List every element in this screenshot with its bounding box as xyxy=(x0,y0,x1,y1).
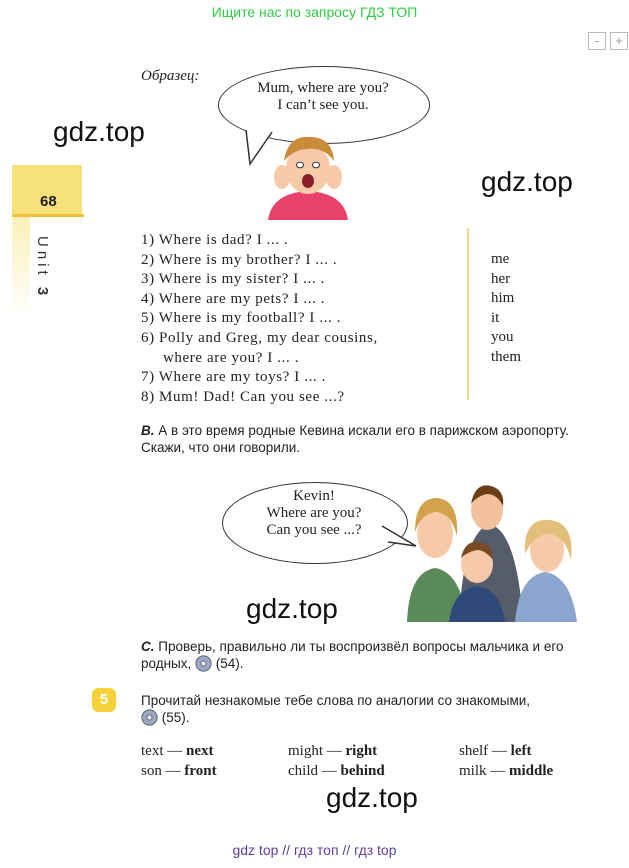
list-item: 3) Where is my sister? I ... . xyxy=(141,271,325,288)
watermark: gdz.top xyxy=(326,782,418,813)
page-number: 68 xyxy=(40,193,57,210)
list-item: 8) Mum! Dad! Can you see ...? xyxy=(141,388,345,405)
exercise5-text: Прочитай незнакомые тебе слова по аналогии со знакомыми, xyxy=(141,693,531,708)
unit-number: 3 xyxy=(34,286,51,300)
word-pair: son — front xyxy=(141,763,217,779)
task-c-letter: C. xyxy=(141,639,155,654)
word-bank-item: me xyxy=(491,251,510,267)
word-pair-column xyxy=(141,741,217,781)
word-bank-item: you xyxy=(491,329,514,346)
word-bank-item: it xyxy=(491,309,500,326)
speech-bubble-text xyxy=(218,80,428,114)
word-bank xyxy=(491,250,521,368)
family-illustration xyxy=(405,472,585,622)
task-c-text: Проверь, правильно ли ты воспроизвёл вопросы мальчика и его родных, xyxy=(141,639,564,671)
audio-cd-icon[interactable] xyxy=(195,655,212,672)
word-pair: milk — middle xyxy=(459,763,554,779)
unit-strip xyxy=(12,217,30,317)
word-pair: might — right xyxy=(288,743,378,759)
exercise5-instruction xyxy=(141,692,585,726)
top-banner-link[interactable]: Ищите нас по запросу ГДЗ ТОП xyxy=(211,4,418,20)
unit-word: Unit xyxy=(34,236,51,279)
word-bank-item: her xyxy=(491,270,511,287)
list-item: 1) Where is dad? I ... . xyxy=(141,232,289,248)
list-item: where are you? I ... . xyxy=(163,349,300,366)
column-divider xyxy=(467,228,469,400)
list-item: 2) Where is my brother? I ... . xyxy=(141,251,338,268)
task-c xyxy=(141,638,585,672)
audio-track: (54). xyxy=(215,656,244,671)
word-bank-item: them xyxy=(491,348,521,365)
sample-label: Образец: xyxy=(141,68,200,84)
list-item: 6) Polly and Greg, my dear cousins, xyxy=(141,329,378,346)
kevin-illustration xyxy=(258,125,358,220)
bubble-line: Where are you? xyxy=(266,505,362,521)
unit-label xyxy=(34,236,51,299)
word-pair: child — behind xyxy=(288,763,385,779)
family-bubble-text xyxy=(222,488,406,539)
list-item: 5) Where is my football? I ... . xyxy=(141,310,342,327)
exercise-list xyxy=(141,231,378,407)
word-pair-column xyxy=(288,741,385,781)
exercise-number-badge: 5 xyxy=(92,688,116,712)
watermark: gdz.top xyxy=(53,116,145,147)
list-item: 7) Where are my toys? I ... . xyxy=(141,369,326,386)
bubble-line: Kevin! xyxy=(293,488,335,504)
task-b xyxy=(141,422,585,456)
bubble-line: I can’t see you. xyxy=(277,97,369,113)
footer-links[interactable]: gdz top // гдз топ // гдз top xyxy=(232,842,397,858)
word-bank-item: him xyxy=(491,290,515,307)
bubble-line: Mum, where are you? xyxy=(257,80,389,96)
watermark: gdz.top xyxy=(481,166,573,197)
audio-track: (55). xyxy=(161,710,190,725)
zoom-out-button[interactable]: - xyxy=(588,32,606,50)
word-pair: text — next xyxy=(141,743,214,759)
list-item: 4) Where are my pets? I ... . xyxy=(141,290,326,307)
task-b-letter: B. xyxy=(141,423,155,438)
word-pair: shelf — left xyxy=(459,743,532,759)
bubble-line: Can you see ...? xyxy=(266,522,362,538)
audio-cd-icon[interactable] xyxy=(141,709,158,726)
watermark: gdz.top xyxy=(246,593,338,624)
task-b-text: А в это время родные Кевина искали его в парижском аэропорту. Скажи, что они говорили. xyxy=(141,423,569,455)
zoom-in-button[interactable]: + xyxy=(610,32,628,50)
word-pair-column xyxy=(459,741,553,781)
